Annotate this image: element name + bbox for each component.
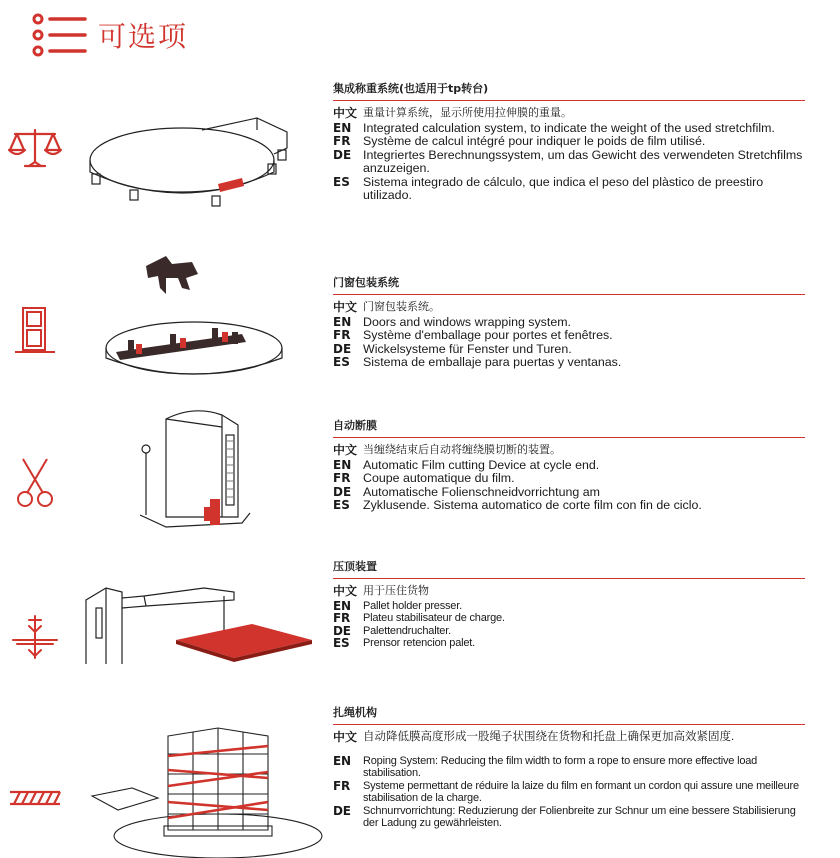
description-en: Pallet holder presser. [363,599,462,612]
lang-code-de: DE [333,623,351,638]
description-es: Sistema integrado de cálculo, que indica el peso del plàstico de preestiro utilizado. [363,174,764,202]
film-cutting-machine-illustration [130,405,260,535]
description-zh: 重量计算系统，显示所使用拉伸膜的重量。 [363,107,572,119]
description-de: Schnurrvorrichtung: Reduzierung der Folienbreite zur Schnur um eine bessere Stabilisierung der Ladung zu gewährleisten. [363,804,796,829]
lang-code-es: ES [333,355,350,369]
lang-code-fr: FR [333,471,351,485]
description-en: Doors and windows wrapping system. [363,314,571,329]
section-title: 门窗包装系统 [333,274,805,295]
description-es: Zyklusende. Sistema automatico de corte film con fin de ciclo. [363,498,702,512]
lang-code-zh: 中文 [333,584,358,598]
lang-code-en: EN [333,598,351,613]
description-de: Wickelsysteme für Fenster und Turen. [363,341,572,356]
lang-code-de: DE [333,341,352,356]
description-en: Integrated calculation system, to indicate the weight of the used stretchfilm. [363,120,775,135]
description-fr: Système d'emballage pour portes et fenêtres. [363,328,613,342]
lang-code-en: EN [333,120,352,135]
presser-icon [9,614,61,662]
description-de: Integriertes Berechnungssystem, um das Gewicht des verwendeten Stretchfilms anzuzeigen. [363,147,803,175]
lang-code-zh: 中文 [333,106,358,120]
lang-code-es: ES [333,636,350,650]
description-zh: 门窗包装系统。 [363,301,440,313]
rope-icon [8,790,62,806]
door-window-wrapping-illustration [82,248,312,398]
lang-code-zh: 中文 [333,300,358,314]
lang-code-fr: FR [333,328,351,342]
description-en: Automatic Film cutting Device at cycle end. [363,457,600,472]
door-icon [13,304,57,356]
section-title: 压顶装置 [333,558,805,579]
description-es: Prensor retencion palet. [363,637,475,649]
description-zh: 当缠绕结束后自动将缠绕膜切断的装置。 [363,444,561,456]
lang-code-de: DE [333,803,351,818]
page-header [30,10,188,60]
description-zh: 自动降低膜高度形成一股绳子状围绕在货物和托盘上确保更加高效紧固度. [363,731,735,743]
pallet-presser-illustration [84,578,324,664]
page-title: 可选项 [98,20,189,53]
description-zh: 用于压住货物 [363,585,429,597]
description-fr: Plateu stabilisateur de charge. [363,612,505,624]
lang-code-es: ES [333,174,350,189]
description-es: Sistema de emballaje para puertas y ventanas. [363,355,622,369]
description-en: Roping System: Reducing the film width to form a rope to ensure more effective load stabilisation. [363,754,758,779]
section-title: 自动断膜 [333,417,805,438]
description-fr: Système de calcul intégré pour indiquer le poids de film utilisé. [363,134,706,148]
roping-system-illustration [88,726,328,858]
weighing-turntable-illustration [82,114,302,214]
lang-code-zh: 中文 [333,730,358,744]
description-fr: Systeme permettant de réduire la laize du film en formant un cordon qui assure une meilleure stabilisation de la charge. [363,779,799,804]
lang-code-es: ES [333,498,350,512]
lang-code-en: EN [333,314,352,329]
description-fr: Coupe automatique du film. [363,471,515,485]
description-de: Automatische Folienschneidvorrichtung am [363,484,600,499]
lang-code-fr: FR [333,778,351,793]
list-icon [30,11,90,59]
lang-code-fr: FR [333,134,351,148]
lang-code-zh: 中文 [333,443,358,457]
lang-code-en: EN [333,753,351,768]
section-title: 集成称重系统(也适用于tp转台) [333,80,805,101]
lang-code-en: EN [333,457,352,472]
lang-code-de: DE [333,484,352,499]
scissors-icon [15,457,55,509]
description-de: Palettendruchalter. [363,624,451,637]
lang-code-fr: FR [333,611,351,625]
lang-code-de: DE [333,147,352,162]
scale-icon [7,126,63,170]
section-title: 扎绳机构 [333,704,805,725]
